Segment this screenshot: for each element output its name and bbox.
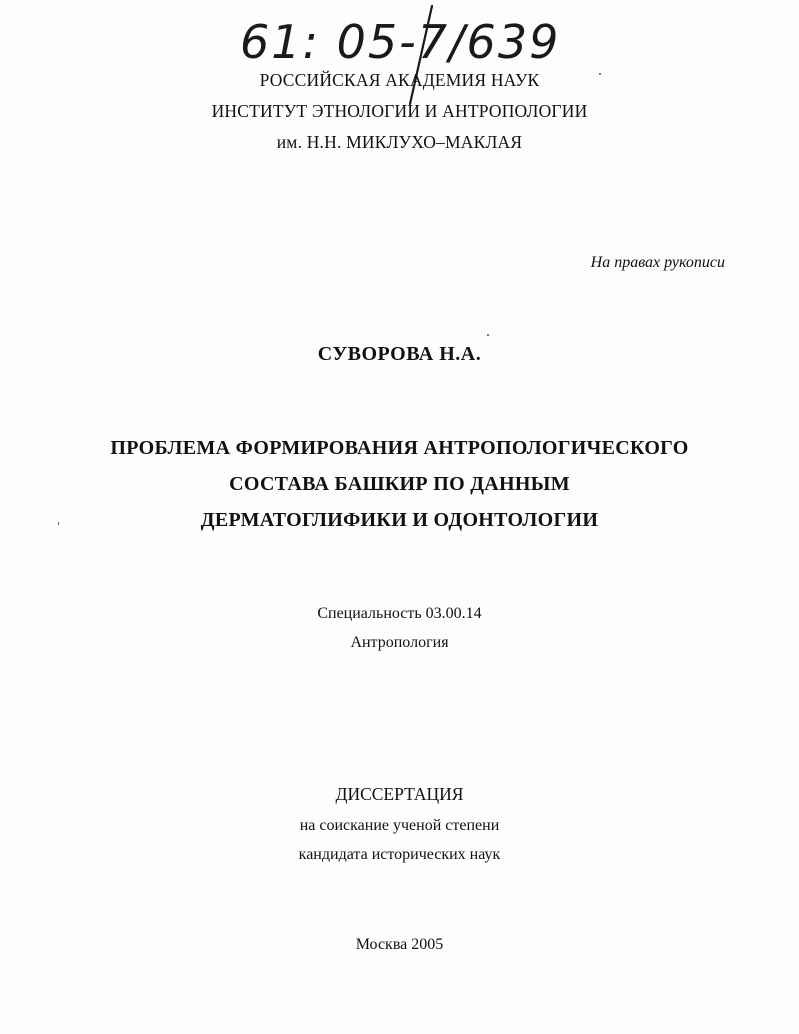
specialty-code: Специальность 03.00.14 (317, 605, 482, 622)
dissertation-degree-line-1: на соискание ученой степени (299, 817, 500, 834)
author-name: СУВОРОВА Н.А. (317, 343, 482, 365)
scan-speck (58, 522, 59, 525)
specialty-name: Антропология (350, 634, 449, 651)
dissertation-label: ДИССЕРТАЦИЯ (335, 784, 464, 804)
title-line-1: ПРОБЛЕМА ФОРМИРОВАНИЯ АНТРОПОЛОГИЧЕСКОГО (110, 437, 689, 459)
header-line-academy: РОССИЙСКАЯ АКАДЕМИЯ НАУК (259, 70, 540, 90)
handwritten-code-text: 61: 05-7/639 (240, 15, 561, 69)
manuscript-rights-note: На правах рукописи (590, 254, 725, 271)
scan-speck (599, 73, 601, 75)
scan-speck (487, 334, 489, 336)
dissertation-degree-line-2: кандидата исторических наук (298, 846, 501, 863)
title-line-3: ДЕРМАТОГЛИФИКИ И ОДОНТОЛОГИИ (200, 509, 599, 531)
header-line-institute: ИНСТИТУТ ЭТНОЛОГИИ И АНТРОПОЛОГИИ (211, 101, 588, 121)
header-line-named-after: им. Н.Н. МИКЛУХО–МАКЛАЯ (276, 132, 523, 152)
place-and-year: Москва 2005 (355, 936, 444, 953)
title-line-2: СОСТАВА БАШКИР ПО ДАННЫМ (229, 473, 570, 495)
